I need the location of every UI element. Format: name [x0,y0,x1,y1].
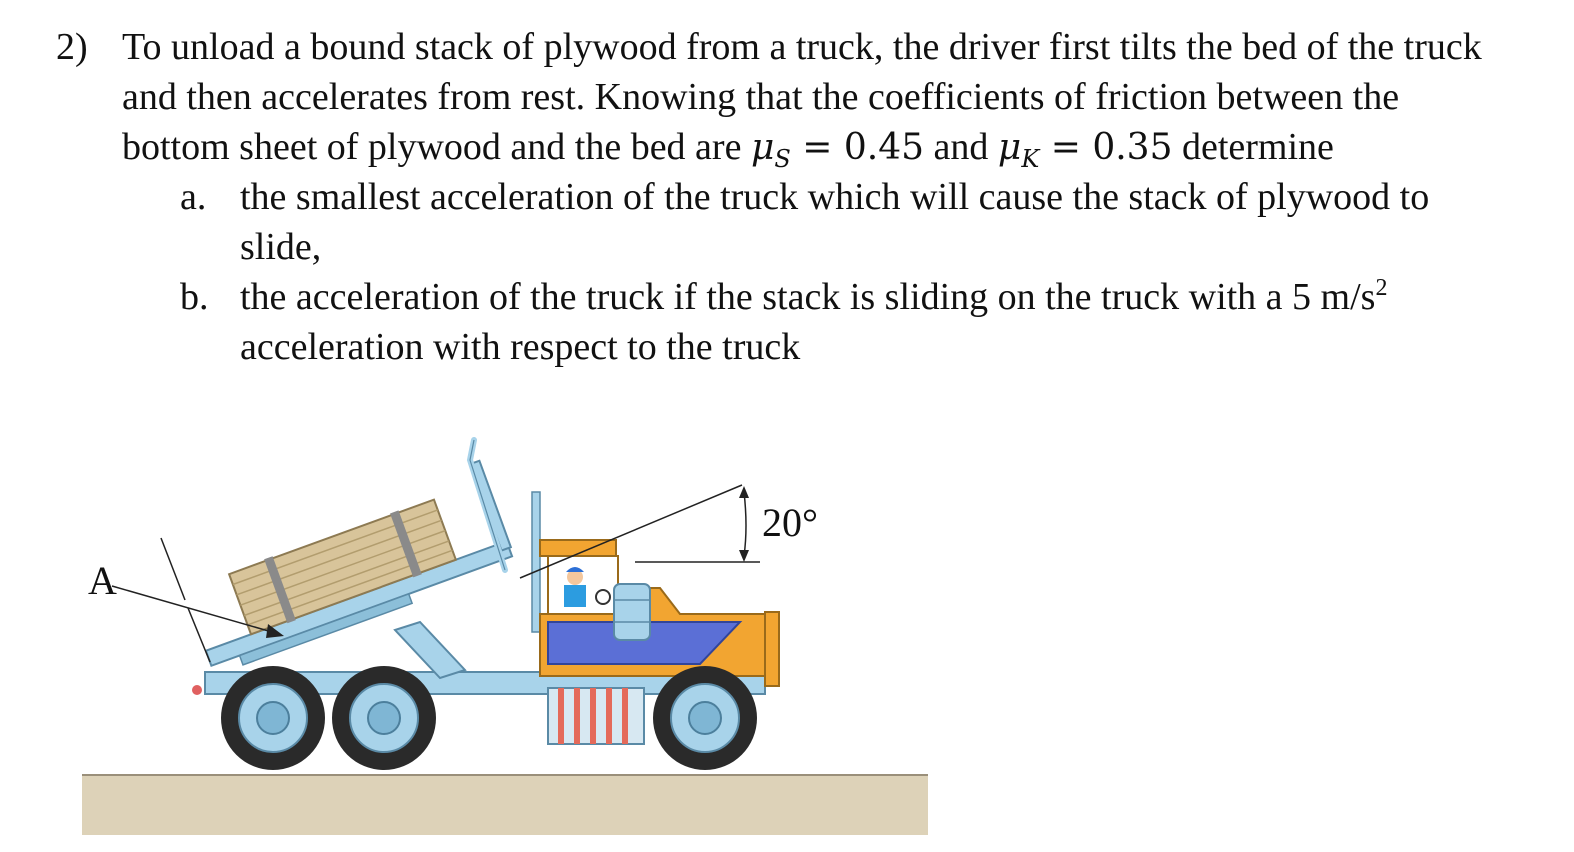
fuel-tank [548,688,644,744]
section-cut-mark-lower [188,608,210,662]
point-label-a: A [88,558,117,603]
problem-stem-line-2: and then accelerates from rest. Knowing that the coefficients of friction between the [122,76,1400,118]
front-wheel [653,666,757,770]
angle-arrowhead-top [739,486,749,498]
rear-wheel-1 [221,666,325,770]
mu-k-symbol: μ [997,127,1022,168]
part-b-line-1-text: the acceleration of the truck if the stack is sliding on the truck with a 5 m/s [240,276,1376,318]
tilted-bed [177,461,518,675]
part-b-exponent: 2 [1375,275,1388,301]
mu-k-equals: = [1039,127,1093,168]
front-bumper [765,612,779,686]
part-b-label: b. [180,276,209,318]
mu-k-value: 0.35 [1092,127,1173,168]
angle-label: 20° [762,500,818,545]
problem-number: 2) [56,26,88,68]
mu-s-symbol: μ [750,127,775,168]
part-a-label: a. [180,176,207,218]
driver-body [564,585,586,607]
section-cut-mark-upper [161,538,185,600]
bed-angle-line [520,485,742,578]
mu-s-subscript: S [774,145,791,173]
stem-line-3-text: bottom sheet of plywood and the bed are [122,126,751,168]
exhaust-stack [532,492,540,632]
angle-arrowhead-bottom [739,550,749,562]
and-text: and [924,126,998,168]
mu-s-equals: = [790,127,844,168]
problem-stem-line-1: To unload a bound stack of plywood from a truck, the driver first tilts the bed of the truck [122,26,1482,68]
rear-wheel-2 [332,666,436,770]
rear-light [192,685,202,695]
mu-s-value: 0.45 [843,127,925,168]
mu-k-subscript: K [1021,145,1040,173]
angle-arc [744,492,746,556]
determine-text: determine [1172,126,1334,168]
hydraulic-lift [395,622,465,678]
part-b-line-2: acceleration with respect to the truck [240,326,801,368]
part-a-line-2: slide, [240,226,322,268]
air-cleaner [614,584,650,640]
ground [82,775,928,835]
part-a-line-1: the smallest acceleration of the truck which will cause the stack of plywood to [240,176,1430,218]
